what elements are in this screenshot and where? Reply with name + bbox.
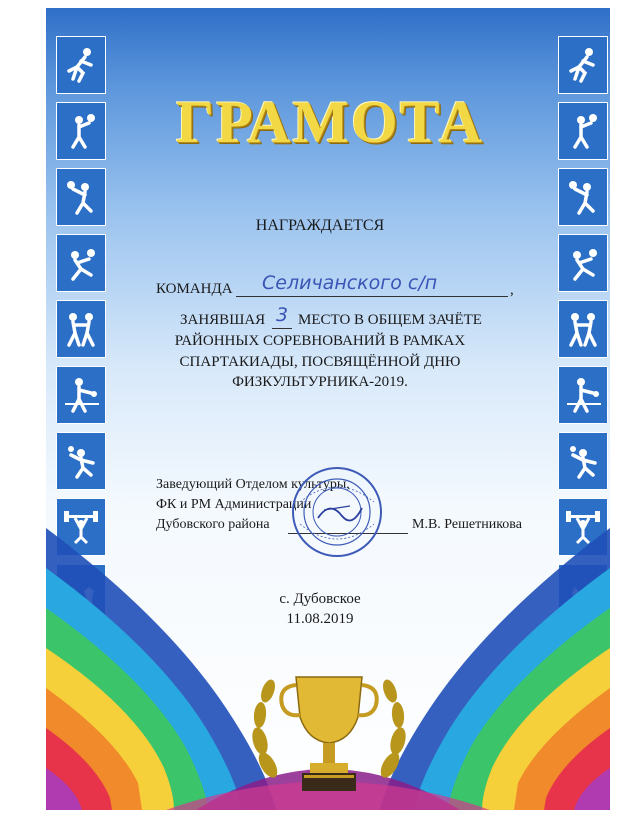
awarded-heading: НАГРАЖДАЕТСЯ bbox=[255, 217, 385, 234]
award-text-line-3: СПАРТАКИАДЫ, ПОСВЯЩЁННОЙ ДНЮ bbox=[179, 354, 461, 370]
city-name: с. Дубовское bbox=[279, 591, 361, 607]
award-text-line-4: ФИЗКУЛЬТУРНИКА-2019. bbox=[232, 374, 408, 390]
certificate-title: ГРАМОТА bbox=[175, 89, 485, 155]
trophy-cup-icon bbox=[238, 655, 420, 805]
signer-title-line-3: Дубовского района bbox=[156, 517, 270, 532]
place-suffix: МЕСТО В ОБЩЕМ ЗАЧЁТЕ bbox=[298, 312, 482, 328]
place-prefix: ЗАНЯВШАЯ bbox=[180, 312, 266, 328]
team-comma: , bbox=[510, 282, 514, 298]
team-label: КОМАНДА bbox=[156, 281, 233, 297]
place-underline bbox=[272, 328, 292, 329]
issue-date: 11.08.2019 bbox=[286, 611, 354, 627]
official-stamp bbox=[290, 462, 384, 562]
signer-title-line-2: ФК и РМ Администрации bbox=[156, 497, 312, 512]
team-name-handwritten: Селичанского с/п bbox=[262, 272, 438, 294]
signer-name: М.В. Решетникова bbox=[412, 517, 522, 532]
signer-title-line-1: Заведующий Отделом культуры, bbox=[156, 477, 350, 492]
award-text-line-2: РАЙОННЫХ СОРЕВНОВАНИЙ В РАМКАХ bbox=[174, 333, 466, 349]
place-number-handwritten: 3 bbox=[276, 304, 289, 326]
team-underline bbox=[236, 296, 508, 297]
